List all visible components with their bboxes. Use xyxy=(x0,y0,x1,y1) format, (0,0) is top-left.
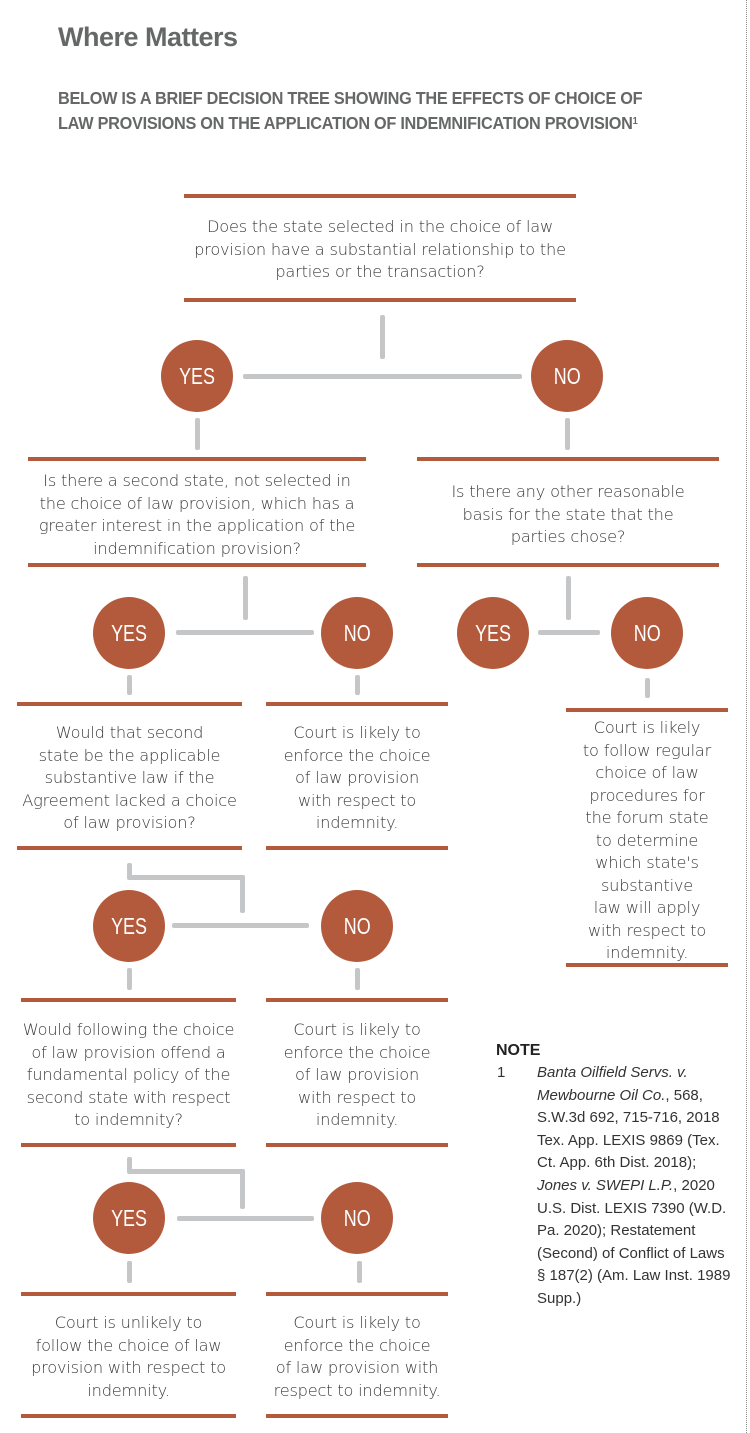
text-line: which state's xyxy=(595,853,699,872)
yes-label: YES xyxy=(111,912,147,939)
question-applicable-substantive-law xyxy=(12,722,247,835)
result-enforce-choice xyxy=(258,1312,456,1402)
text-line: the choice of law provision, which has a xyxy=(39,493,355,513)
text-line: substantive law if the xyxy=(44,768,215,787)
text-line: greater interest in the application of the xyxy=(38,516,356,535)
text-line: Would following the choice xyxy=(22,1020,235,1039)
text-line: state be the applicable xyxy=(38,745,221,765)
box-top-bar xyxy=(417,457,719,461)
text-line: of law provision? xyxy=(63,813,196,832)
text-line: with respect to xyxy=(297,1087,417,1107)
text-line: parties chose? xyxy=(510,527,626,546)
text-line: Would that second xyxy=(55,723,204,742)
box-bottom-bar xyxy=(28,563,366,567)
box-bottom-bar xyxy=(17,846,242,850)
connector xyxy=(380,315,385,359)
yes-label: YES xyxy=(111,619,147,646)
yes-circle xyxy=(93,890,165,962)
text-line: with respect to xyxy=(297,790,417,810)
connector xyxy=(355,968,360,990)
no-circle xyxy=(321,597,393,669)
page-subtitle xyxy=(58,86,681,136)
text-line: provision have a substantial relationship to the xyxy=(194,239,566,259)
yes-circle xyxy=(93,597,165,669)
text-line: Court is likely to xyxy=(293,1020,421,1039)
yes-circle xyxy=(161,340,233,412)
box-top-bar xyxy=(266,702,448,706)
text-line: Is there a second state, not selected in xyxy=(43,471,351,490)
text-line: of law provision offend a xyxy=(31,1042,226,1062)
text-line: indemnification provision? xyxy=(93,538,301,558)
text-line: Court is likely to xyxy=(293,1313,421,1332)
connector xyxy=(538,630,600,635)
text-line: of law provision with xyxy=(275,1358,439,1377)
box-top-bar xyxy=(184,194,576,198)
question-reasonable-basis xyxy=(410,481,726,549)
box-top-bar xyxy=(266,998,448,1002)
page-edge-divider xyxy=(746,0,747,1433)
connector xyxy=(127,1261,132,1283)
text-line: parties or the transaction? xyxy=(275,262,485,281)
result-enforce-choice xyxy=(262,1019,452,1132)
note-number: 1 xyxy=(497,1064,506,1081)
yes-label: YES xyxy=(179,362,215,389)
text-line: of law provision xyxy=(295,768,419,787)
box-bottom-bar xyxy=(21,1143,236,1147)
no-label: NO xyxy=(343,619,371,646)
text-line: to follow regular xyxy=(582,740,712,760)
box-bottom-bar xyxy=(266,1143,448,1147)
connector xyxy=(177,1216,314,1221)
text-line: Does the state selected in the choice of law xyxy=(206,217,554,236)
box-top-bar xyxy=(266,1292,448,1296)
question-fundamental-policy xyxy=(13,1019,244,1132)
text-line: second state with respect xyxy=(26,1087,231,1107)
subtitle-line-1: BELOW IS A BRIEF DECISION TREE SHOWING THE EFFECTS OF CHOICE OF xyxy=(58,88,643,108)
box-bottom-bar xyxy=(417,563,719,567)
box-bottom-bar xyxy=(21,1414,236,1418)
citation-text: , 2020 U.S. Dist. LEXIS 7390 (W.D. Pa. 2020); Restatement (Second) of Conflict of Laws § 187(2) (Am. Law Inst. 1989 Supp.) xyxy=(537,1176,731,1307)
text-line: Is there any other reasonable xyxy=(451,482,685,501)
no-circle xyxy=(321,1182,393,1254)
yes-circle xyxy=(457,597,529,669)
no-circle xyxy=(611,597,683,669)
connector xyxy=(240,1169,245,1209)
no-label: NO xyxy=(553,362,581,389)
note-citation xyxy=(537,1062,737,1311)
yes-label: YES xyxy=(475,619,511,646)
yes-label: YES xyxy=(111,1204,147,1231)
text-line: law will apply xyxy=(593,898,701,917)
text-line: indemnity. xyxy=(315,1110,399,1129)
case-name: Banta Oilfield Servs. v. Mewbourne Oil Co. xyxy=(537,1064,688,1104)
no-label: NO xyxy=(343,1204,371,1231)
box-top-bar xyxy=(17,702,242,706)
box-bottom-bar xyxy=(566,963,728,967)
question-substantial-relationship xyxy=(180,216,580,284)
text-line: Court is likely xyxy=(593,718,701,737)
no-circle xyxy=(531,340,603,412)
text-line: follow the choice of law xyxy=(35,1335,222,1355)
text-line: basis for the state that the xyxy=(462,504,674,524)
text-line: Court is likely to xyxy=(293,723,421,742)
text-line: Court is unlikely to xyxy=(54,1313,203,1332)
text-line: provision with respect to xyxy=(31,1358,226,1377)
text-line: to determine xyxy=(595,830,699,850)
connector xyxy=(176,630,314,635)
footnote-ref: 1 xyxy=(632,116,638,127)
text-line: Agreement lacked a choice xyxy=(22,790,237,810)
text-line: enforce the choice xyxy=(283,745,431,765)
connector xyxy=(355,675,360,695)
text-line: to indemnity? xyxy=(74,1110,183,1129)
box-bottom-bar xyxy=(184,298,576,302)
connector xyxy=(127,675,132,695)
box-top-bar xyxy=(21,1292,236,1296)
connector xyxy=(172,923,309,928)
text-line: indemnity. xyxy=(315,813,399,832)
text-line: the forum state xyxy=(585,808,709,827)
connector xyxy=(240,875,245,913)
text-line: enforce the choice xyxy=(283,1335,431,1355)
case-name: Jones v. SWEPI L.P. xyxy=(537,1176,674,1194)
box-top-bar xyxy=(28,457,366,461)
citation-text: , 568, S.W.3d 692, 715-716, 2018 Tex. App. LEXIS 9869 (Tex. Ct. App. 6th Dist. 2018); xyxy=(537,1086,720,1172)
connector xyxy=(566,576,571,620)
connector xyxy=(243,576,248,620)
result-unlikely-follow xyxy=(13,1312,244,1402)
box-top-bar xyxy=(566,708,728,712)
connector xyxy=(127,1169,245,1174)
text-line: respect to indemnity. xyxy=(273,1380,441,1400)
text-line: with respect to xyxy=(587,920,707,940)
page-title: Where Matters xyxy=(58,22,238,52)
subtitle-line-2: LAW PROVISIONS ON THE APPLICATION OF INDEMNIFICATION PROVISION xyxy=(58,113,633,133)
note-heading: NOTE xyxy=(496,1042,541,1059)
no-circle xyxy=(321,890,393,962)
connector xyxy=(195,418,200,450)
yes-circle xyxy=(93,1182,165,1254)
text-line: indemnity. xyxy=(87,1380,170,1400)
no-label: NO xyxy=(633,619,661,646)
text-line: indemnity. xyxy=(605,943,689,962)
text-line: of law provision xyxy=(295,1065,419,1084)
box-bottom-bar xyxy=(266,1414,448,1418)
result-enforce-choice xyxy=(262,722,452,835)
connector xyxy=(243,374,522,379)
text-line: enforce the choice xyxy=(283,1042,431,1062)
question-second-state-interest xyxy=(18,470,376,560)
connector xyxy=(127,968,132,990)
no-label: NO xyxy=(343,912,371,939)
connector xyxy=(357,1261,362,1283)
text-line: fundamental policy of the xyxy=(26,1065,231,1084)
box-bottom-bar xyxy=(266,846,448,850)
text-line: procedures for xyxy=(589,785,705,805)
result-forum-state-procedures xyxy=(560,717,734,965)
connector xyxy=(645,678,650,698)
connector xyxy=(565,418,570,450)
connector xyxy=(127,875,245,880)
text-line: choice of law xyxy=(595,763,699,782)
box-top-bar xyxy=(21,998,236,1002)
text-line: substantive xyxy=(600,875,694,895)
